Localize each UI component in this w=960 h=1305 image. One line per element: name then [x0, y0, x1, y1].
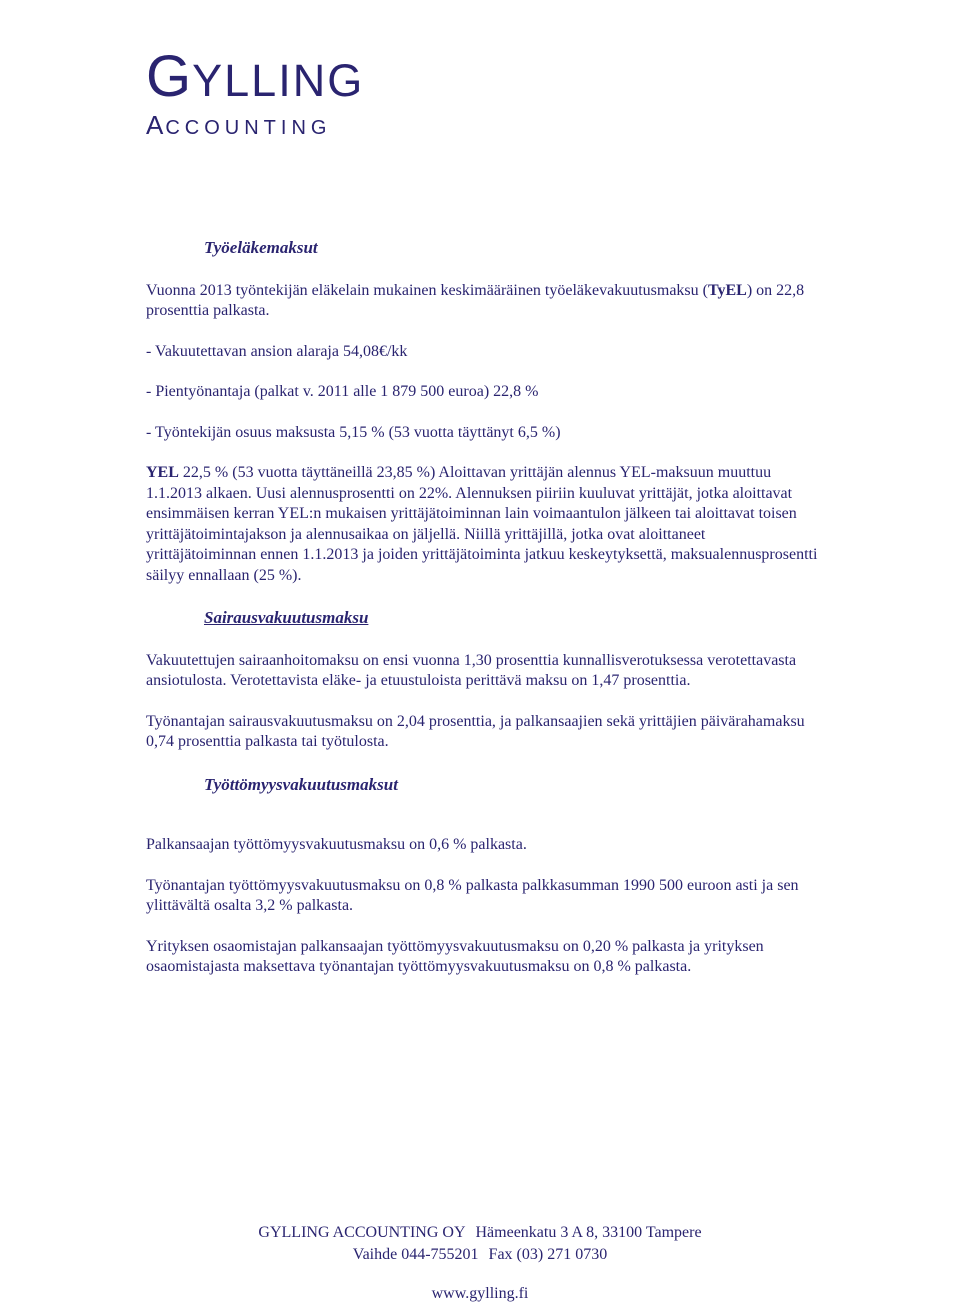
paragraph-palkansaajan-tyottomyysmaksu: Palkansaajan työttömyysvakuutusmaksu on 0,6 % palkasta.	[146, 836, 527, 853]
logo-initial-g: G	[146, 44, 193, 109]
footer-phone: Vaihde 044-755201	[352, 1246, 479, 1263]
footer-website-link[interactable]: www.gylling.fi	[431, 1285, 529, 1302]
paragraph-tyonantajan-tyottomyysmaksu: Työnantajan työttömyysvakuutusmaksu on 0,8 % palkasta palkkasumman 1990 500 euroon asti ja sen ylittävältä osalta 3,2 % palkasta.	[146, 876, 799, 914]
paragraph-tyel: Vuonna 2013 työntekijän eläkelain mukainen keskimääräinen työeläkevakuutusmaksu (TyEL) on 22,8 prosenttia palkasta.	[146, 281, 805, 319]
document-body	[146, 238, 818, 998]
logo-initial-a: A	[146, 110, 166, 140]
company-logo	[146, 44, 406, 148]
footer-company: GYLLING ACCOUNTING OY	[258, 1224, 466, 1241]
footer-address: Hämeenkatu 3 A 8, 33100 Tampere	[475, 1224, 702, 1241]
bullet-tyontekijan-osuus: - Työntekijän osuus maksusta 5,15 % (53 vuotta täyttänyt 6,5 %)	[146, 423, 561, 441]
footer-line-company	[0, 1222, 960, 1244]
logo-wordmark	[146, 44, 365, 109]
page-footer	[0, 1222, 960, 1305]
footer-fax: Fax (03) 271 0730	[488, 1246, 608, 1263]
heading-sairausvakuutusmaksu: Sairausvakuutusmaksu	[204, 608, 369, 627]
heading-tyoelakemaksut: Työeläkemaksut	[204, 238, 318, 257]
logo-word-ylling: YLLING	[192, 55, 365, 106]
paragraph-tyonantajan-sairausvakuutusmaksu: Työnantajan sairausvakuutusmaksu on 2,04 prosenttia, ja palkansaajien sekä yrittäjien päivärahamaksu 0,74 prosenttia palkasta tai työtulosta.	[146, 712, 805, 750]
bullet-pientyonantaja: - Pientyönantaja (palkat v. 2011 alle 1 879 500 euroa) 22,8 %	[146, 383, 539, 400]
footer-line-contact	[0, 1244, 960, 1266]
bullet-ansion-alaraja: - Vakuutettavan ansion alaraja 54,08€/kk	[146, 342, 408, 360]
paragraph-osaomistajan-tyottomyysmaksu: Yrityksen osaomistajan palkansaajan työttömyysvakuutusmaksu on 0,20 % palkasta ja yrityksen osaomistajasta maksettava työnantajan työttömyysvakuutusmaksu on 0,8 % palkasta.	[146, 937, 764, 975]
paragraph-yel: YEL 22,5 % (53 vuotta täyttäneillä 23,85 %) Aloittavan yrittäjän alennus YEL-maksuun muuttuu 1.1.2013 alkaen. Uusi alennusprosentti on 22%. Alennuksen piiriin kuuluvat yrittäjät, jotka aloittavat ensimmäisen kerran YEL:n mukaisen yrittäjätoiminnan lain voimaantulon jälkeen tai aloittavat toisen yrittäjätoimintajakson ja alennusaikaa on jäljellä. Niillä yrittäjillä, jotka ovat aloittaneet yrittäjätoiminnan ennen 1.1.2013 ja joiden yrittäjätoiminta jatkuu keskeytyksettä, maksualennusprosentti säilyy ennallaan (25 %).	[146, 464, 818, 584]
logo-word-ccounting: CCOUNTING	[165, 117, 332, 139]
logo-subtitle	[146, 112, 331, 138]
tyel-abbr: TyEL	[707, 281, 747, 299]
paragraph-sairaanhoitomaksu: Vakuutettujen sairaanhoitomaksu on ensi vuonna 1,30 prosenttia kunnallisverotuksessa verotettavasta ansiotulosta. Verotettavista eläke- ja etuustuloista perittävä maksu on 1,47 prosenttia.	[146, 651, 797, 689]
yel-abbr: YEL	[146, 464, 179, 481]
heading-tyottomyysvakuutusmaksut: Työttömyysvakuutusmaksut	[204, 774, 398, 794]
